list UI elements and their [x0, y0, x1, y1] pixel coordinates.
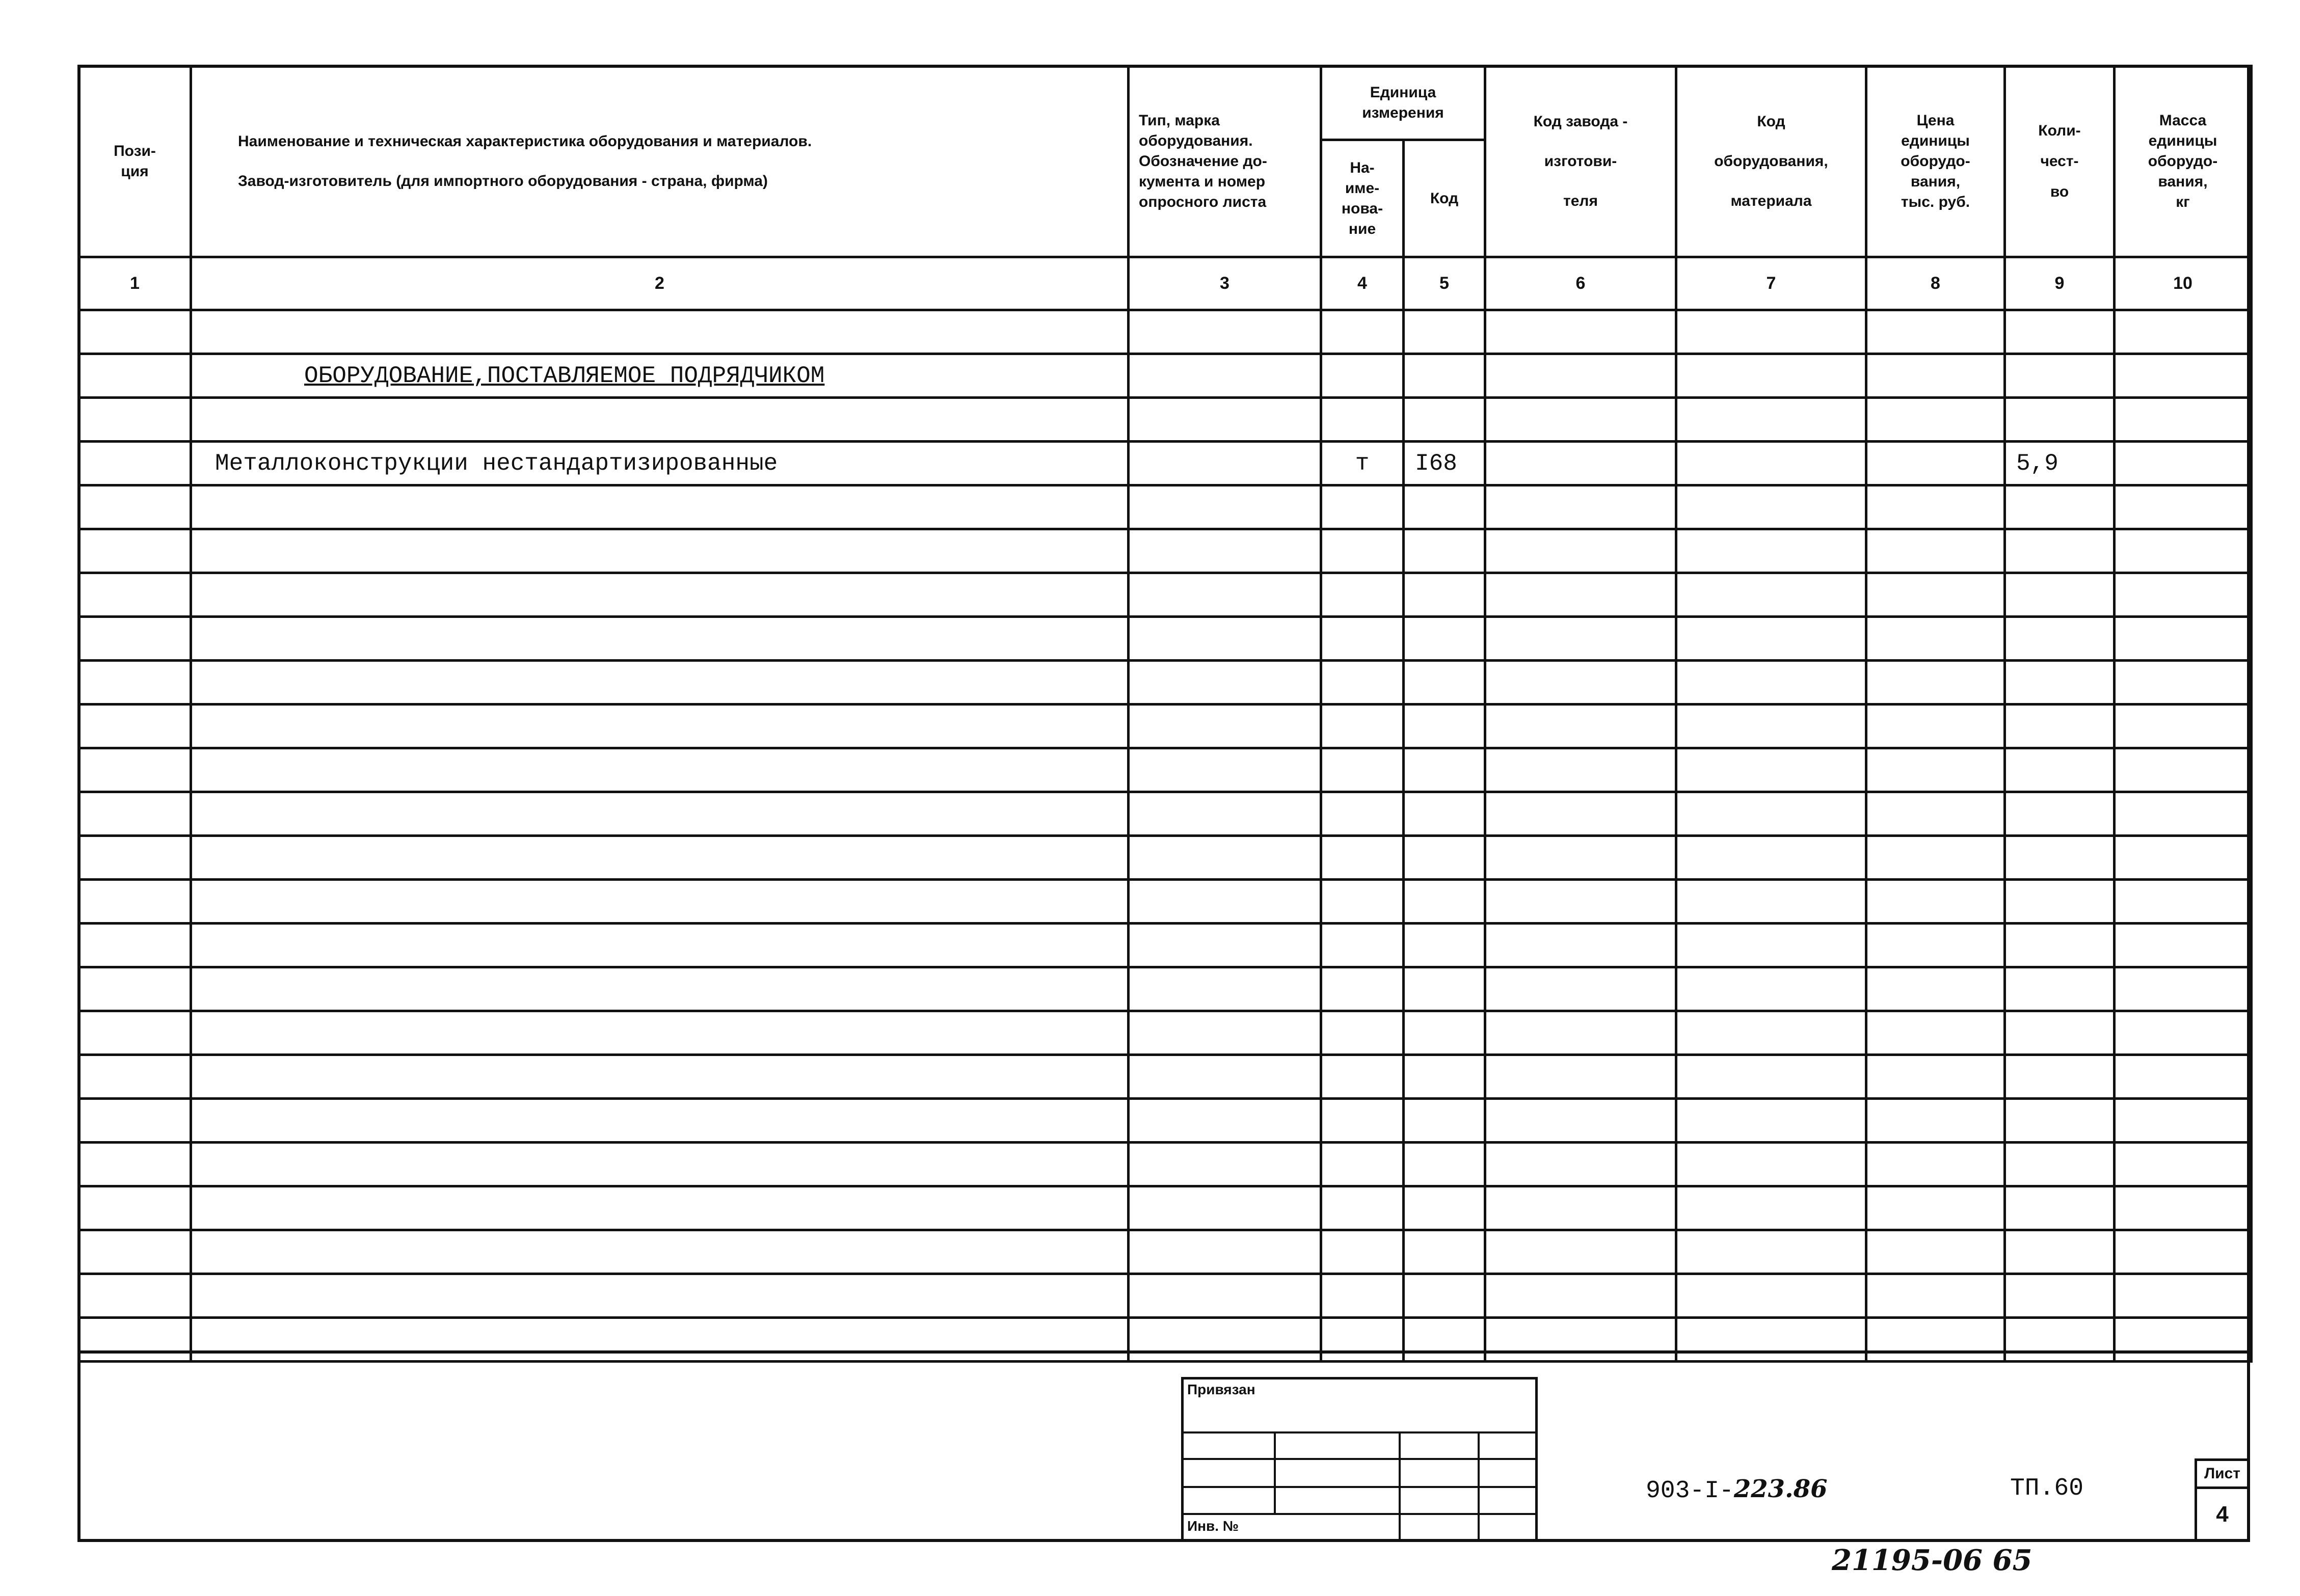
- header-line: кг: [2176, 194, 2190, 210]
- cell-code: I68: [1404, 442, 1485, 485]
- header-line: Наименование и техническая характеристика оборудования и материалов.: [238, 133, 812, 150]
- header-line: На-: [1350, 159, 1375, 176]
- column-number: 7: [1676, 257, 1866, 310]
- header-line: опросного листа: [1139, 194, 1267, 210]
- header-line: материала: [1730, 193, 1812, 209]
- header-line: Код: [1757, 113, 1785, 130]
- column-number: 10: [2115, 257, 2252, 310]
- header-line: вания,: [1910, 173, 1961, 190]
- attached-label: Привязан: [1187, 1382, 1255, 1397]
- header-line: тыс. руб.: [1901, 194, 1970, 210]
- header-line: оборудования,: [1714, 153, 1828, 170]
- header-line: вания,: [2158, 173, 2208, 190]
- cell-name: ОБОРУДОВАНИЕ,ПОСТАВЛЯЕМОЕ ПОДРЯДЧИКОМ: [191, 354, 1129, 398]
- header-line: чест-: [2040, 153, 2079, 170]
- header-line: Единица: [1370, 84, 1436, 101]
- header-line: изготови-: [1544, 153, 1617, 170]
- archive-number: 21195-06 65: [1832, 1544, 2032, 1577]
- header-line: ние: [1348, 220, 1376, 237]
- header-line: Пози-: [114, 143, 156, 159]
- header-line: единицы: [2148, 132, 2217, 149]
- header-line: оборудования.: [1139, 132, 1253, 149]
- sheet-label: Лист: [2197, 1461, 2248, 1489]
- inventory-number-label: Инв. №: [1187, 1518, 1239, 1534]
- cell-name: Металлоконструкции нестандартизированные: [191, 442, 1129, 485]
- document-code: 903-I-223.86: [1646, 1475, 1828, 1505]
- header-line: нова-: [1341, 200, 1383, 217]
- column-number: 4: [1321, 257, 1404, 310]
- header-line: Завод-изготовитель (для импортного оборудования - страна, фирма): [238, 173, 768, 190]
- header-unit-code: Код: [1404, 140, 1485, 257]
- column-number: 3: [1129, 257, 1321, 310]
- document-series: ТП.60: [2010, 1475, 2084, 1502]
- header-line: оборудо-: [2148, 153, 2218, 170]
- sheet-number: 4: [2216, 1502, 2229, 1527]
- header-line: кумента и номер: [1139, 173, 1266, 190]
- column-number: 9: [2005, 257, 2115, 310]
- header-line: во: [2050, 183, 2069, 200]
- column-number: 8: [1866, 257, 2005, 310]
- header-line: Масса: [2159, 112, 2207, 129]
- header-line: Коли-: [2038, 122, 2081, 139]
- sheet-frame: [77, 65, 2250, 1542]
- column-number: 6: [1485, 257, 1676, 310]
- header-line: Обозначение до-: [1139, 153, 1267, 170]
- column-number: 1: [79, 257, 191, 310]
- header-line: Цена: [1916, 112, 1955, 129]
- header-line: име-: [1345, 179, 1380, 197]
- header-line: единицы: [1901, 132, 1970, 149]
- cell-qty: 5,9: [2005, 442, 2115, 485]
- header-line: измерения: [1362, 104, 1444, 121]
- header-line: теля: [1563, 193, 1598, 209]
- header-line: ция: [121, 163, 149, 180]
- column-number: 2: [191, 257, 1129, 310]
- header-line: Тип, марка: [1139, 112, 1220, 129]
- header-line: оборудо-: [1901, 153, 1970, 170]
- cell-unit: т: [1321, 442, 1404, 485]
- header-line: Код завода -: [1533, 113, 1628, 130]
- sheet-number-box: [2195, 1458, 2250, 1542]
- column-number: 5: [1404, 257, 1485, 310]
